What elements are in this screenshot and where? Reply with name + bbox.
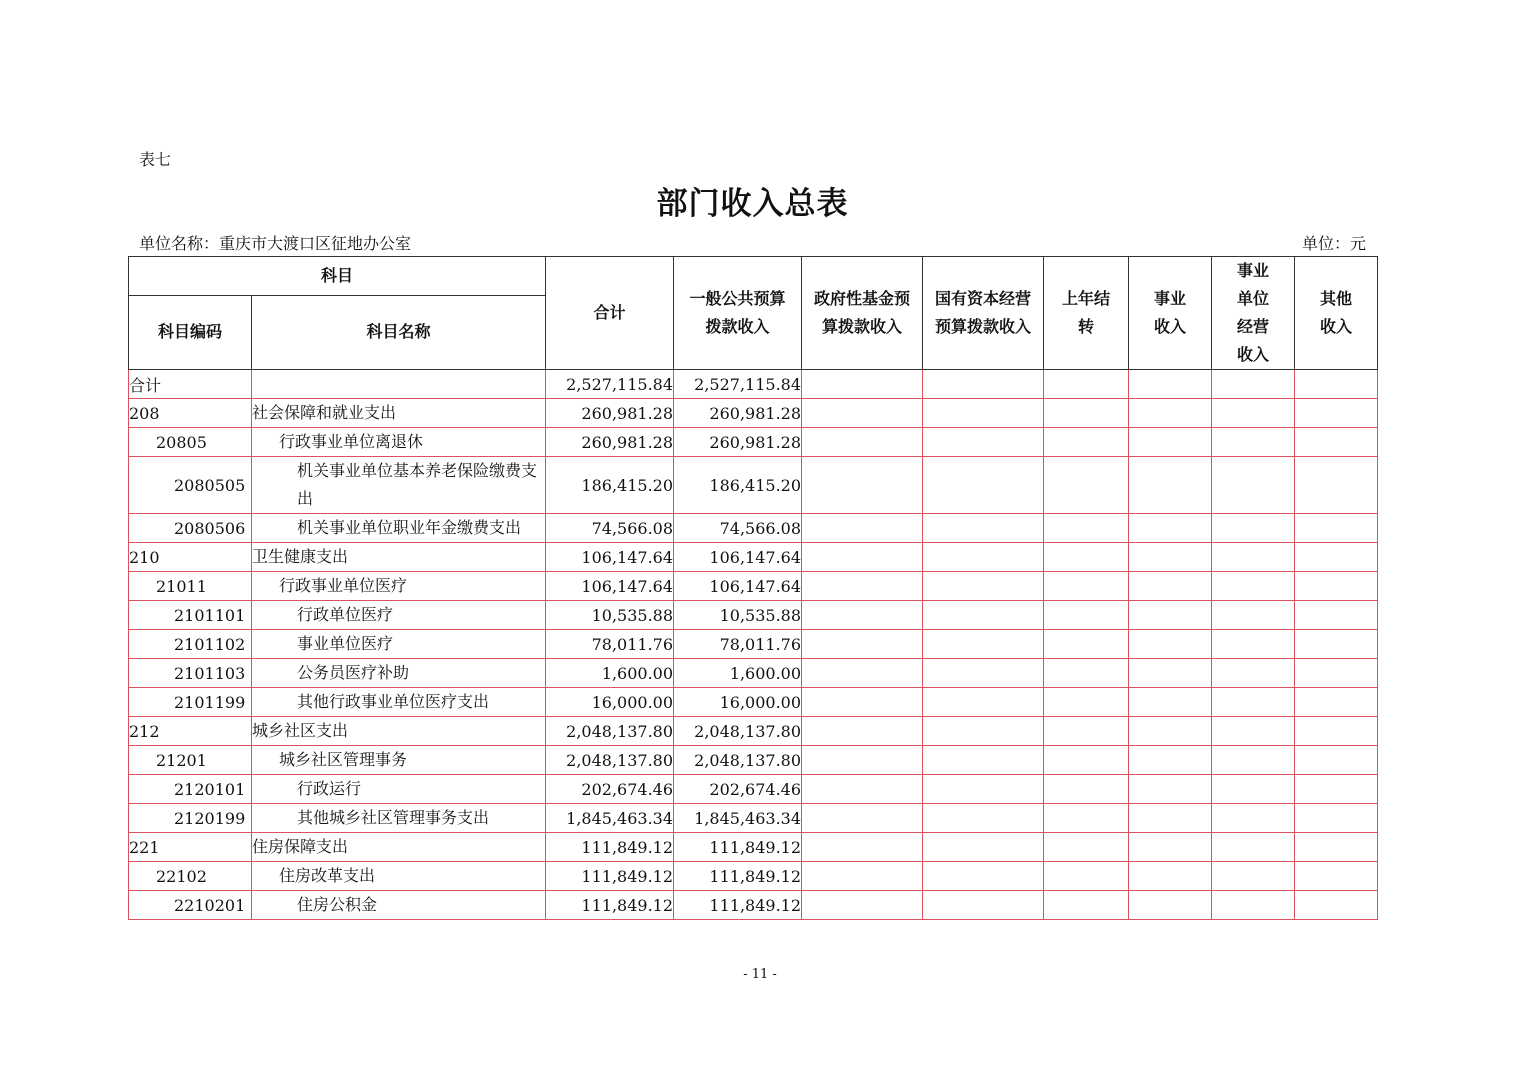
cell-operating-income [1212, 514, 1295, 543]
cell-code: 210 [129, 543, 252, 572]
cell-name: 机关事业单位职业年金缴费支出 [252, 514, 546, 543]
currency-unit-value: 元 [1349, 234, 1366, 253]
cell-operating-income [1212, 370, 1295, 399]
cell-gov-fund [802, 370, 923, 399]
cell-general-budget: 74,566.08 [674, 514, 802, 543]
cell-gov-fund [802, 630, 923, 659]
cell-carryover [1044, 891, 1129, 920]
table-row [129, 688, 1378, 717]
cell-carryover [1044, 659, 1129, 688]
cell-operating-income [1212, 891, 1295, 920]
cell-gov-fund [802, 514, 923, 543]
header-gov-fund: 政府性基金预算拨款收入 [802, 257, 923, 370]
cell-business-income [1129, 775, 1212, 804]
cell-state-capital [923, 399, 1044, 428]
cell-code: 2080506 [129, 514, 252, 543]
header-total: 合计 [546, 257, 674, 370]
cell-total: 74,566.08 [546, 514, 674, 543]
table-row [129, 862, 1378, 891]
cell-carryover [1044, 601, 1129, 630]
cell-total: 1,845,463.34 [546, 804, 674, 833]
cell-general-budget: 260,981.28 [674, 428, 802, 457]
document-title: 部门收入总表 [656, 186, 849, 222]
cell-state-capital [923, 543, 1044, 572]
cell-general-budget: 260,981.28 [674, 399, 802, 428]
cell-carryover [1044, 399, 1129, 428]
cell-operating-income [1212, 543, 1295, 572]
table-row [129, 891, 1378, 920]
cell-state-capital [923, 804, 1044, 833]
cell-state-capital [923, 833, 1044, 862]
cell-code: 2120199 [129, 804, 252, 833]
table-row [129, 514, 1378, 543]
cell-name: 卫生健康支出 [252, 543, 546, 572]
cell-gov-fund [802, 688, 923, 717]
cell-total: 16,000.00 [546, 688, 674, 717]
cell-total: 260,981.28 [546, 399, 674, 428]
cell-other-income [1295, 457, 1378, 514]
cell-state-capital [923, 891, 1044, 920]
cell-business-income [1129, 630, 1212, 659]
cell-code: 221 [129, 833, 252, 862]
cell-name [252, 370, 546, 399]
header-subject: 科目 [129, 257, 546, 296]
cell-operating-income [1212, 717, 1295, 746]
cell-code: 21201 [129, 746, 252, 775]
income-summary-table [128, 256, 1378, 920]
cell-state-capital [923, 630, 1044, 659]
cell-general-budget: 10,535.88 [674, 601, 802, 630]
table-row [129, 543, 1378, 572]
cell-gov-fund [802, 717, 923, 746]
cell-code: 2210201 [129, 891, 252, 920]
cell-other-income [1295, 775, 1378, 804]
header-name: 科目名称 [252, 295, 546, 369]
cell-code: 20805 [129, 428, 252, 457]
cell-operating-income [1212, 833, 1295, 862]
table-row [129, 601, 1378, 630]
cell-total: 111,849.12 [546, 891, 674, 920]
table-row [129, 804, 1378, 833]
header-state-capital: 国有资本经营预算拨款收入 [923, 257, 1044, 370]
cell-name: 社会保障和就业支出 [252, 399, 546, 428]
header-carryover: 上年结转 [1044, 257, 1129, 370]
header-general-budget: 一般公共预算拨款收入 [674, 257, 802, 370]
cell-code: 2101102 [129, 630, 252, 659]
cell-other-income [1295, 746, 1378, 775]
cell-gov-fund [802, 891, 923, 920]
cell-gov-fund [802, 457, 923, 514]
cell-carryover [1044, 428, 1129, 457]
cell-other-income [1295, 804, 1378, 833]
cell-operating-income [1212, 601, 1295, 630]
cell-gov-fund [802, 833, 923, 862]
cell-general-budget: 111,849.12 [674, 862, 802, 891]
cell-general-budget: 2,527,115.84 [674, 370, 802, 399]
currency-unit-line [1302, 231, 1366, 254]
table-row [129, 399, 1378, 428]
cell-operating-income [1212, 572, 1295, 601]
table-row [129, 775, 1378, 804]
cell-name: 公务员医疗补助 [252, 659, 546, 688]
cell-total: 186,415.20 [546, 457, 674, 514]
cell-general-budget: 78,011.76 [674, 630, 802, 659]
cell-carryover [1044, 543, 1129, 572]
cell-state-capital [923, 746, 1044, 775]
cell-business-income [1129, 746, 1212, 775]
cell-operating-income [1212, 775, 1295, 804]
table-row [129, 370, 1378, 399]
header-operating-income: 事业单位经营收入 [1212, 257, 1295, 370]
cell-general-budget: 106,147.64 [674, 572, 802, 601]
cell-business-income [1129, 428, 1212, 457]
cell-state-capital [923, 775, 1044, 804]
cell-gov-fund [802, 428, 923, 457]
cell-other-income [1295, 543, 1378, 572]
cell-business-income [1129, 862, 1212, 891]
cell-business-income [1129, 399, 1212, 428]
cell-business-income [1129, 833, 1212, 862]
cell-name: 住房保障支出 [252, 833, 546, 862]
cell-operating-income [1212, 399, 1295, 428]
cell-general-budget: 186,415.20 [674, 457, 802, 514]
cell-business-income [1129, 717, 1212, 746]
cell-carryover [1044, 514, 1129, 543]
cell-code: 212 [129, 717, 252, 746]
cell-general-budget: 1,600.00 [674, 659, 802, 688]
cell-total: 111,849.12 [546, 833, 674, 862]
table-row [129, 833, 1378, 862]
cell-gov-fund [802, 399, 923, 428]
cell-business-income [1129, 601, 1212, 630]
cell-other-income [1295, 891, 1378, 920]
cell-total: 1,600.00 [546, 659, 674, 688]
cell-state-capital [923, 717, 1044, 746]
cell-general-budget: 111,849.12 [674, 891, 802, 920]
cell-name: 行政事业单位医疗 [252, 572, 546, 601]
cell-name: 住房改革支出 [252, 862, 546, 891]
cell-carryover [1044, 775, 1129, 804]
cell-code: 208 [129, 399, 252, 428]
unit-name-line [139, 231, 411, 254]
cell-other-income [1295, 659, 1378, 688]
table-row [129, 457, 1378, 514]
cell-total: 2,048,137.80 [546, 717, 674, 746]
cell-total: 2,527,115.84 [546, 370, 674, 399]
cell-gov-fund [802, 746, 923, 775]
cell-business-income [1129, 543, 1212, 572]
cell-general-budget: 2,048,137.80 [674, 746, 802, 775]
cell-gov-fund [802, 804, 923, 833]
cell-name: 行政运行 [252, 775, 546, 804]
cell-other-income [1295, 717, 1378, 746]
cell-carryover [1044, 862, 1129, 891]
cell-other-income [1295, 833, 1378, 862]
unit-name-value: 重庆市大渡口区征地办公室 [219, 234, 412, 253]
cell-other-income [1295, 428, 1378, 457]
cell-code: 22102 [129, 862, 252, 891]
header-other-income: 其他收入 [1295, 257, 1378, 370]
cell-carryover [1044, 572, 1129, 601]
cell-general-budget: 106,147.64 [674, 543, 802, 572]
cell-total: 10,535.88 [546, 601, 674, 630]
cell-state-capital [923, 659, 1044, 688]
cell-carryover [1044, 833, 1129, 862]
cell-name: 其他行政事业单位医疗支出 [252, 688, 546, 717]
currency-unit-label: 单位： [1301, 234, 1350, 253]
cell-carryover [1044, 746, 1129, 775]
cell-total: 106,147.64 [546, 572, 674, 601]
cell-total: 260,981.28 [546, 428, 674, 457]
cell-carryover [1044, 804, 1129, 833]
cell-operating-income [1212, 457, 1295, 514]
cell-gov-fund [802, 862, 923, 891]
cell-total: 106,147.64 [546, 543, 674, 572]
table-row [129, 630, 1378, 659]
table-body [129, 370, 1378, 920]
cell-code: 合计 [129, 370, 252, 399]
cell-name: 其他城乡社区管理事务支出 [252, 804, 546, 833]
cell-gov-fund [802, 543, 923, 572]
cell-code: 2101101 [129, 601, 252, 630]
cell-business-income [1129, 514, 1212, 543]
cell-name: 城乡社区管理事务 [252, 746, 546, 775]
cell-business-income [1129, 370, 1212, 399]
cell-name: 机关事业单位基本养老保险缴费支出 [252, 457, 546, 514]
cell-total: 2,048,137.80 [546, 746, 674, 775]
cell-operating-income [1212, 862, 1295, 891]
cell-other-income [1295, 370, 1378, 399]
cell-state-capital [923, 688, 1044, 717]
unit-name-label: 单位名称： [139, 234, 220, 253]
cell-business-income [1129, 804, 1212, 833]
cell-name: 行政单位医疗 [252, 601, 546, 630]
cell-general-budget: 16,000.00 [674, 688, 802, 717]
cell-gov-fund [802, 572, 923, 601]
cell-other-income [1295, 399, 1378, 428]
cell-other-income [1295, 862, 1378, 891]
cell-state-capital [923, 514, 1044, 543]
cell-general-budget: 202,674.46 [674, 775, 802, 804]
cell-carryover [1044, 717, 1129, 746]
header-code: 科目编码 [129, 295, 252, 369]
cell-carryover [1044, 688, 1129, 717]
table-row [129, 428, 1378, 457]
cell-gov-fund [802, 775, 923, 804]
cell-name: 城乡社区支出 [252, 717, 546, 746]
cell-total: 111,849.12 [546, 862, 674, 891]
table-row [129, 572, 1378, 601]
cell-state-capital [923, 601, 1044, 630]
cell-code: 2080505 [129, 457, 252, 514]
cell-operating-income [1212, 659, 1295, 688]
cell-business-income [1129, 572, 1212, 601]
cell-name: 行政事业单位离退休 [252, 428, 546, 457]
cell-name: 住房公积金 [252, 891, 546, 920]
cell-state-capital [923, 370, 1044, 399]
table-label: 表七 [139, 150, 172, 169]
cell-business-income [1129, 659, 1212, 688]
cell-total: 78,011.76 [546, 630, 674, 659]
header-business-income: 事业收入 [1129, 257, 1212, 370]
page-number: - 11 - [743, 967, 777, 982]
cell-code: 2101103 [129, 659, 252, 688]
cell-state-capital [923, 428, 1044, 457]
cell-business-income [1129, 688, 1212, 717]
cell-other-income [1295, 630, 1378, 659]
cell-operating-income [1212, 804, 1295, 833]
cell-name: 事业单位医疗 [252, 630, 546, 659]
table-row [129, 659, 1378, 688]
cell-general-budget: 111,849.12 [674, 833, 802, 862]
cell-operating-income [1212, 746, 1295, 775]
cell-total: 202,674.46 [546, 775, 674, 804]
cell-code: 21011 [129, 572, 252, 601]
cell-other-income [1295, 688, 1378, 717]
cell-operating-income [1212, 428, 1295, 457]
cell-other-income [1295, 601, 1378, 630]
cell-carryover [1044, 457, 1129, 514]
cell-code: 2120101 [129, 775, 252, 804]
cell-business-income [1129, 891, 1212, 920]
cell-general-budget: 1,845,463.34 [674, 804, 802, 833]
cell-carryover [1044, 370, 1129, 399]
cell-code: 2101199 [129, 688, 252, 717]
cell-operating-income [1212, 688, 1295, 717]
cell-other-income [1295, 514, 1378, 543]
cell-state-capital [923, 457, 1044, 514]
cell-other-income [1295, 572, 1378, 601]
table-row [129, 717, 1378, 746]
table-row [129, 746, 1378, 775]
cell-gov-fund [802, 601, 923, 630]
cell-state-capital [923, 862, 1044, 891]
cell-gov-fund [802, 659, 923, 688]
cell-carryover [1044, 630, 1129, 659]
cell-business-income [1129, 457, 1212, 514]
cell-general-budget: 2,048,137.80 [674, 717, 802, 746]
cell-operating-income [1212, 630, 1295, 659]
cell-state-capital [923, 572, 1044, 601]
